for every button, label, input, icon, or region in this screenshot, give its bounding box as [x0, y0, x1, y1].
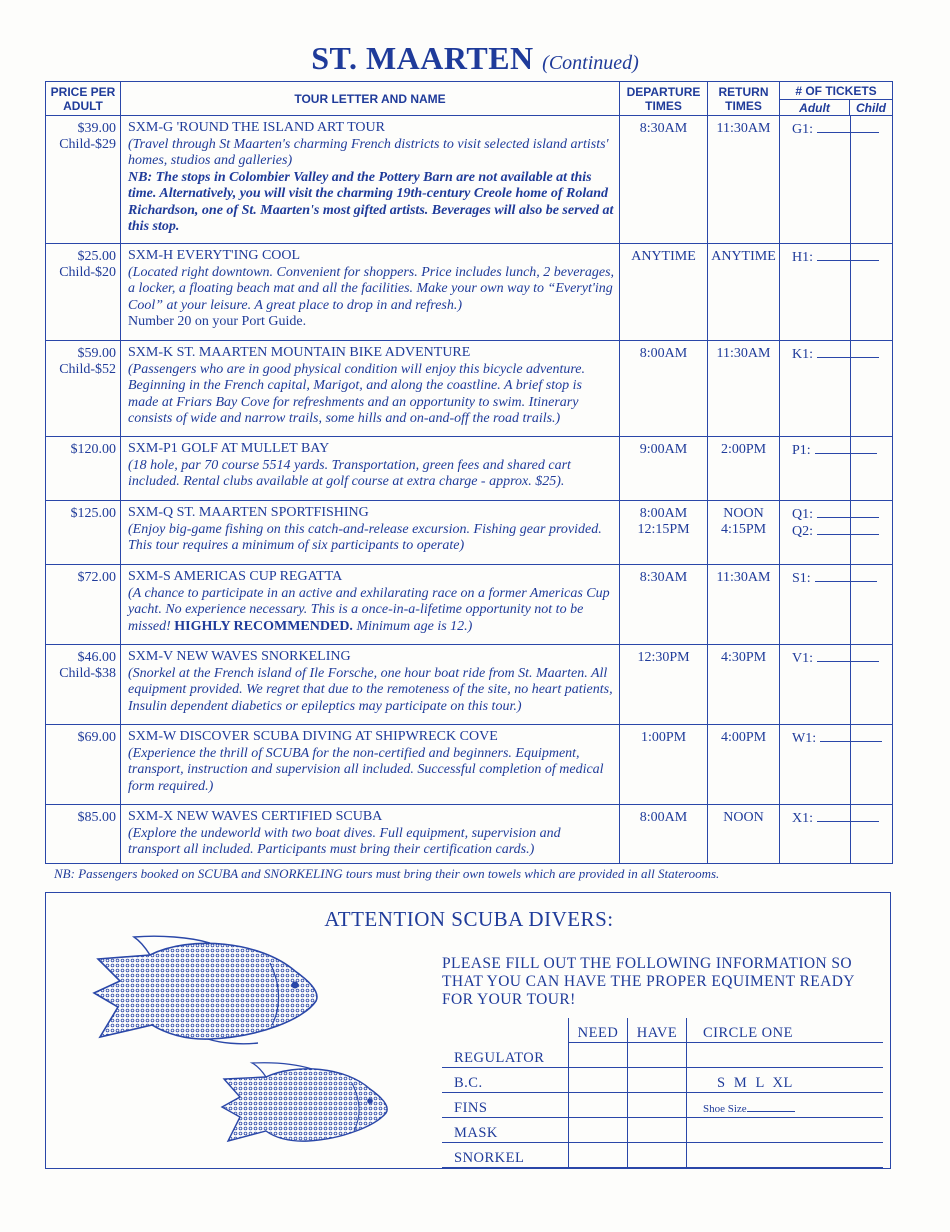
equipment-row	[442, 1068, 883, 1093]
child-divider	[850, 116, 851, 243]
departure-cell	[620, 725, 708, 805]
ticket-entry[interactable]	[792, 730, 892, 747]
tour-name: SXM-X NEW WAVES CERTIFIED SCUBA	[128, 809, 383, 824]
tour-note: NB: The stops in Colombier Valley and the Pottery Barn are not available at this time. Alternatively, you will visit the charming 19th-century Creole home of Roland Richardson, one of St. Maarten's most gifted artists. Beverages will also be served at this stop.	[128, 169, 614, 234]
return-cell	[708, 805, 780, 864]
ticket-code: Q2:	[792, 524, 813, 539]
highly-recommended: HIGHLY RECOMMENDED.	[174, 618, 353, 634]
departure-time: 12:15PM	[637, 522, 690, 537]
tour-description: (Explore the undeworld with two boat dives. Full equipment, supervision and transport all included. Participants must bring their certification cards.)	[128, 825, 561, 857]
adult-price: $125.00	[70, 506, 116, 521]
return-time: 11:30AM	[716, 570, 771, 585]
tour-name: SXM-V NEW WAVES SNORKELING	[128, 649, 351, 664]
tour-name: SXM-W DISCOVER SCUBA DIVING AT SHIPWRECK COVE	[128, 729, 498, 744]
footnote: NB: Passengers booked on SCUBA and SNORKELING tours must bring their own towels which are provided in all Staterooms.	[54, 866, 720, 881]
price-cell	[46, 437, 121, 501]
equipment-label: B.C.	[442, 1068, 569, 1093]
departure-time: 9:00AM	[639, 442, 688, 457]
page-title-text: ST. MAARTEN	[311, 40, 534, 76]
ticket-entry[interactable]	[792, 570, 892, 587]
tour-row	[46, 645, 893, 725]
ticket-entry[interactable]	[792, 442, 892, 459]
adult-price: $39.00	[77, 121, 116, 136]
ticket-blank[interactable]	[817, 650, 879, 662]
return-cell	[708, 244, 780, 341]
ticket-entry[interactable]	[792, 249, 892, 266]
return-cell	[708, 565, 780, 645]
need-checkbox[interactable]	[569, 1043, 628, 1068]
departure-cell	[620, 501, 708, 565]
price-cell	[46, 805, 121, 864]
tour-description: (Passengers who are in good physical condition will enjoy this bicycle adventure. Beginning in the French capital, Marigot, and along the coastline. A brief stop is made at Friars Bay Cove for refreshments and an opportunity to swim. Itinerary consists of wide and narrow trails, some hills and on-and-off the road trails.)	[128, 361, 585, 426]
tickets-cell	[780, 341, 893, 437]
page-title-suffix: (Continued)	[542, 52, 639, 74]
tour-cell	[121, 437, 620, 501]
tickets-cell	[780, 244, 893, 341]
return-time: 11:30AM	[716, 346, 771, 361]
child-price: Child-$29	[59, 137, 116, 152]
departure-time: 1:00PM	[640, 730, 687, 745]
price-cell	[46, 645, 121, 725]
tour-description: (18 hole, par 70 course 5514 yards. Transportation, green fees and shared cart included. Rental clubs available at golf course at extra charge - approx. $25).	[128, 457, 571, 489]
tour-name: SXM-G 'ROUND THE ISLAND ART TOUR	[128, 120, 385, 135]
tour-name: SXM-K ST. MAARTEN MOUNTAIN BIKE ADVENTURE	[128, 345, 471, 360]
price-cell	[46, 501, 121, 565]
adult-price: $25.00	[77, 249, 116, 264]
ticket-code: G1:	[792, 122, 813, 137]
equipment-label: MASK	[442, 1118, 569, 1143]
return-cell	[708, 725, 780, 805]
child-divider	[850, 725, 851, 804]
circle-one-cell	[687, 1118, 884, 1143]
have-checkbox[interactable]	[628, 1093, 687, 1118]
tour-cell	[121, 725, 620, 805]
tour-row	[46, 244, 893, 341]
header-price: PRICE PER ADULT	[46, 82, 121, 116]
header-return: RETURN TIMES	[708, 82, 780, 116]
header-tour: TOUR LETTER AND NAME	[121, 82, 620, 116]
size-options[interactable]: S M L XL	[717, 1075, 793, 1091]
adult-price: $59.00	[77, 346, 116, 361]
return-time: ANYTIME	[711, 249, 776, 264]
child-divider	[850, 645, 851, 724]
equipment-label: SNORKEL	[442, 1143, 569, 1168]
adult-price: $85.00	[77, 810, 116, 825]
ticket-blank[interactable]	[815, 442, 877, 454]
return-time: 4:30PM	[720, 650, 767, 665]
tour-cell	[121, 645, 620, 725]
ticket-code: Q1:	[792, 507, 813, 522]
have-checkbox[interactable]	[628, 1043, 687, 1068]
need-checkbox[interactable]	[569, 1068, 628, 1093]
ticket-blank[interactable]	[817, 249, 879, 261]
tour-name: SXM-H EVERYT'ING COOL	[128, 248, 301, 263]
departure-time: 8:00AM	[639, 346, 688, 361]
child-divider	[850, 805, 851, 863]
departure-time: 12:30PM	[637, 650, 690, 665]
departure-time: 8:30AM	[639, 121, 688, 136]
shoe-size-field[interactable]: Shoe Size	[703, 1103, 795, 1115]
child-divider	[850, 437, 851, 500]
return-cell	[708, 116, 780, 244]
tickets-cell	[780, 565, 893, 645]
tour-description: (Experience the thrill of SCUBA for the non-certified and beginners. Equipment, transport, instruction and supervision all included. Successful completion of medical form required.)	[128, 745, 604, 794]
equipment-row	[442, 1143, 883, 1168]
tickets-cell	[780, 645, 893, 725]
tour-description: (Enjoy big-game fishing on this catch-and-release excursion. Fishing gear provided. This tour requires a minimum of six participants to operate)	[128, 521, 602, 553]
return-time: NOON	[723, 506, 764, 521]
tickets-cell	[780, 805, 893, 864]
have-checkbox[interactable]	[628, 1143, 687, 1168]
have-checkbox[interactable]	[628, 1068, 687, 1093]
departure-cell	[620, 116, 708, 244]
departure-cell	[620, 805, 708, 864]
departure-cell	[620, 565, 708, 645]
circle-one-cell	[687, 1043, 884, 1068]
scuba-divers-box	[45, 892, 891, 1169]
adult-price: $69.00	[77, 730, 116, 745]
adult-price: $46.00	[77, 650, 116, 665]
departure-cell	[620, 437, 708, 501]
ticket-blank[interactable]	[817, 810, 879, 822]
tour-description: (Travel through St Maarten's charming French districts to visit selected island artists' homes, studios and galleries)	[128, 136, 609, 168]
ticket-entry[interactable]	[792, 523, 892, 540]
return-time: NOON	[723, 810, 764, 825]
tour-row	[46, 725, 893, 805]
equipment-label: REGULATOR	[442, 1043, 569, 1068]
tickets-cell	[780, 501, 893, 565]
tours-table	[45, 81, 893, 864]
header-tickets: # OF TICKETS	[780, 82, 893, 100]
ticket-code: X1:	[792, 811, 813, 826]
ticket-blank[interactable]	[817, 346, 879, 358]
price-cell	[46, 116, 121, 244]
equipment-row	[442, 1043, 883, 1068]
equipment-row	[442, 1118, 883, 1143]
ticket-code: K1:	[792, 347, 813, 362]
ticket-code: P1:	[792, 443, 811, 458]
header-child: Child	[850, 100, 893, 116]
scuba-instructions: PLEASE FILL OUT THE FOLLOWING INFORMATION SO THAT YOU CAN HAVE THE PROPER EQUIMENT READY FOR YOUR TOUR!	[442, 955, 855, 1008]
tour-cell	[121, 244, 620, 341]
circle-one-cell	[687, 1068, 884, 1093]
equip-header-circle: CIRCLE ONE	[687, 1018, 884, 1043]
child-divider	[850, 501, 851, 564]
ticket-blank[interactable]	[817, 506, 879, 518]
departure-time: ANYTIME	[631, 249, 696, 264]
child-price: Child-$38	[59, 666, 116, 681]
departure-cell	[620, 244, 708, 341]
tour-row	[46, 116, 893, 244]
return-time: 4:00PM	[720, 730, 767, 745]
tickets-cell	[780, 437, 893, 501]
ticket-blank[interactable]	[815, 570, 877, 582]
tour-name: SXM-P1 GOLF AT MULLET BAY	[128, 441, 330, 456]
return-cell	[708, 341, 780, 437]
return-time: 4:15PM	[720, 522, 767, 537]
ticket-code: H1:	[792, 250, 813, 265]
tour-cell	[121, 341, 620, 437]
tour-description: (Snorkel at the French island of Ile Forsche, one hour boat ride from St. Maarten. All equipment provided. We regret that due to the remoteness of the site, no heart patients, Insulin dependent diabetics or epileptics may participate on this tour.)	[128, 665, 613, 714]
tour-cell	[121, 805, 620, 864]
header-adult: Adult	[780, 100, 850, 116]
tour-row	[46, 437, 893, 501]
ticket-blank[interactable]	[817, 121, 879, 133]
price-cell	[46, 725, 121, 805]
angelfish-large-illustration	[90, 933, 322, 1045]
ticket-code: W1:	[792, 731, 817, 746]
return-time: 2:00PM	[720, 442, 767, 457]
child-price: Child-$20	[59, 265, 116, 280]
child-divider	[850, 244, 851, 340]
equipment-label: FINS	[442, 1093, 569, 1118]
page-title	[0, 40, 950, 77]
ticket-code: S1:	[792, 571, 811, 586]
ticket-entry[interactable]	[792, 121, 892, 138]
tour-cell	[121, 116, 620, 244]
tour-cell	[121, 501, 620, 565]
ticket-entry[interactable]	[792, 346, 892, 363]
departure-time: 8:00AM	[639, 506, 688, 521]
angelfish-small-illustration	[218, 1061, 393, 1145]
departure-cell	[620, 645, 708, 725]
need-checkbox[interactable]	[569, 1093, 628, 1118]
child-divider	[850, 565, 851, 644]
departure-time: 8:30AM	[639, 570, 688, 585]
ticket-blank[interactable]	[820, 730, 882, 742]
child-price: Child-$52	[59, 362, 116, 377]
tickets-cell	[780, 116, 893, 244]
tour-row	[46, 565, 893, 645]
circle-one-cell	[687, 1093, 884, 1118]
tour-name: SXM-S AMERICAS CUP REGATTA	[128, 569, 343, 584]
tour-description: (A chance to participate in an active and exhilarating race on a former Americas Cup yacht. No experience necessary. This is a once-in-a-lifetime opportunity not to be missed! HIGHLY RECOMMENDED. Minimum age is 12.)	[128, 585, 610, 634]
ticket-entry[interactable]	[792, 650, 892, 667]
tour-extra: Number 20 on your Port Guide.	[128, 314, 307, 329]
tour-description: (Located right downtown. Convenient for shoppers. Price includes lunch, 2 beverages, a locker, a floating beach mat and all the facilities. Make your own way to “Everyt'ing Cool” at your leisure. A great place to drop in and refresh.)	[128, 264, 615, 313]
equip-header-need: NEED	[569, 1018, 628, 1043]
departure-time: 8:00AM	[639, 810, 688, 825]
child-divider	[850, 341, 851, 436]
return-cell	[708, 501, 780, 565]
adult-price: $120.00	[70, 442, 116, 457]
equipment-table	[442, 1018, 883, 1168]
return-cell	[708, 645, 780, 725]
tickets-cell	[780, 725, 893, 805]
ticket-code: V1:	[792, 651, 813, 666]
scuba-heading: ATTENTION SCUBA DIVERS:	[324, 907, 614, 931]
adult-price: $72.00	[77, 570, 116, 585]
circle-one-cell	[687, 1143, 884, 1168]
price-cell	[46, 565, 121, 645]
equip-header-have: HAVE	[628, 1018, 687, 1043]
equipment-row	[442, 1093, 883, 1118]
ticket-entry[interactable]	[792, 506, 892, 523]
tour-row	[46, 805, 893, 864]
tour-name: SXM-Q ST. MAARTEN SPORTFISHING	[128, 505, 369, 520]
ticket-entry[interactable]	[792, 810, 892, 827]
departure-cell	[620, 341, 708, 437]
need-checkbox[interactable]	[569, 1143, 628, 1168]
ticket-blank[interactable]	[817, 523, 879, 535]
return-cell	[708, 437, 780, 501]
tour-row	[46, 501, 893, 565]
price-cell	[46, 341, 121, 437]
price-cell	[46, 244, 121, 341]
have-checkbox[interactable]	[628, 1118, 687, 1143]
header-departure: DEPARTURE TIMES	[620, 82, 708, 116]
need-checkbox[interactable]	[569, 1118, 628, 1143]
tour-row	[46, 341, 893, 437]
tour-cell	[121, 565, 620, 645]
return-time: 11:30AM	[716, 121, 771, 136]
